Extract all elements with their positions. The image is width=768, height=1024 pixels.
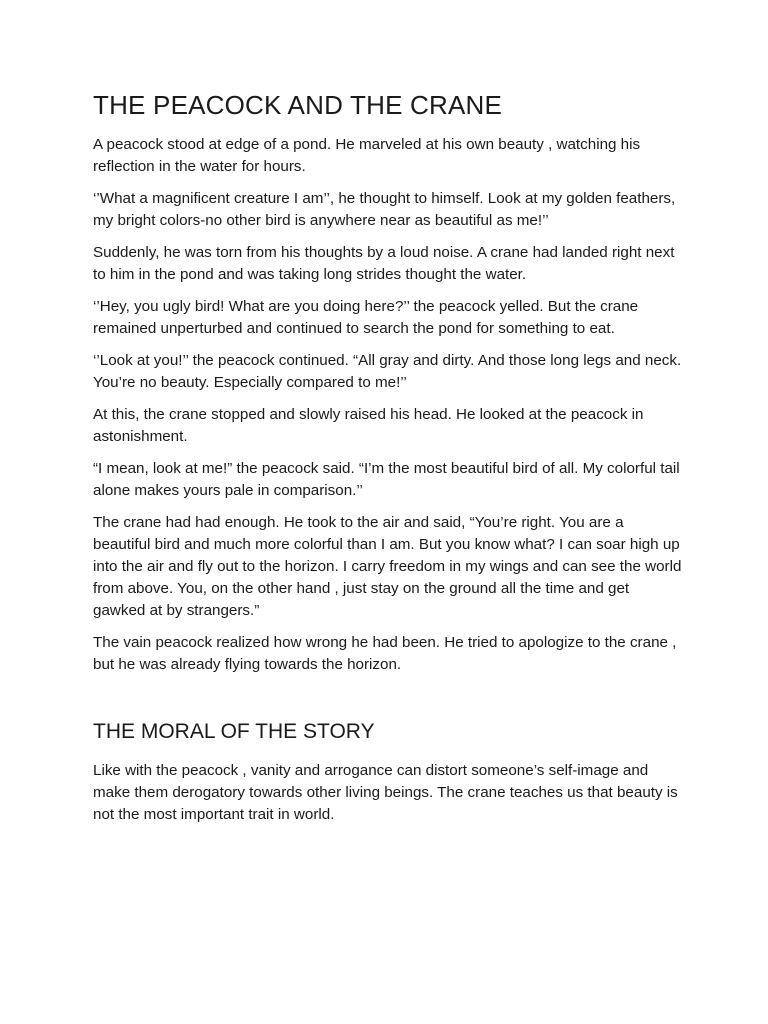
story-paragraph-1: A peacock stood at edge of a pond. He marveled at his own beauty , watching his reflection in the water for hours. — [93, 136, 641, 175]
story-paragraph-2: ‘’What a magnificent creature I am’’, he thought to himself. Look at my golden feathers, my bright colors-no other bird is anywhere near as beautiful as me!’’ — [93, 190, 676, 229]
story-paragraph-5: ‘’Look at you!’’ the peacock continued. “All gray and dirty. And those long legs and neck. You’re no beauty. Especially compared to me!’’ — [93, 352, 682, 391]
document-page — [93, 88, 683, 836]
story-paragraph-8: The crane had had enough. He took to the air and said, “You’re right. You are a beautiful bird and much more colorful than I am. But you know what? I can soar high up into the air and fly out to the horizon. I carry freedom in my wings and can see the world from above. You, on the other hand , just stay on the ground all the time and get gawked at by strangers.” — [93, 514, 682, 619]
moral-paragraph: Like with the peacock , vanity and arrogance can distort someone’s self-image and make them derogatory towards other living beings. The crane teaches us that beauty is not the most important trait in world. — [93, 762, 678, 823]
story-paragraph-9: The vain peacock realized how wrong he had been. He tried to apologize to the crane , but he was already flying towards the horizon. — [93, 634, 677, 673]
moral-heading: THE MORAL OF THE STORY — [93, 720, 375, 743]
document-title: THE PEACOCK AND THE CRANE — [93, 90, 503, 120]
story-paragraph-6: At this, the crane stopped and slowly raised his head. He looked at the peacock in astonishment. — [93, 406, 644, 445]
story-paragraph-4: ‘’Hey, you ugly bird! What are you doing here?’’ the peacock yelled. But the crane remained unperturbed and continued to search the pond for something to eat. — [93, 298, 639, 337]
story-paragraph-7: “I mean, look at me!” the peacock said. “I’m the most beautiful bird of all. My colorful tail alone makes yours pale in comparison.’’ — [93, 460, 680, 499]
story-paragraph-3: Suddenly, he was torn from his thoughts by a loud noise. A crane had landed right next to him in the pond and was taking long strides thought the water. — [93, 244, 675, 283]
